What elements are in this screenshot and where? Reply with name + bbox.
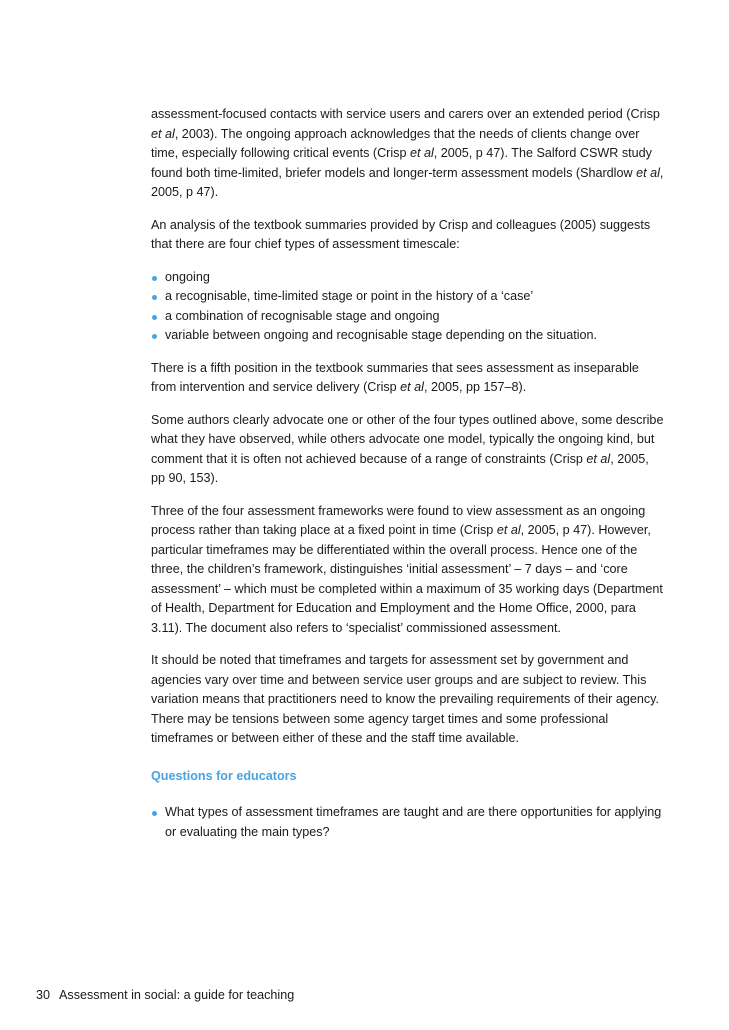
paragraph — [151, 105, 666, 203]
list-item-text: What types of assessment timeframes are taught and are there opportunities for applying or evaluating the main types? — [165, 805, 662, 839]
list-item-text: ongoing — [165, 269, 210, 284]
text-run: , 2005, pp 90, 153). — [151, 451, 649, 485]
text-run: assessment-focused contacts with service users and carers over an extended period (Crisp — [151, 107, 660, 121]
italic-run: et al — [400, 380, 424, 394]
body-text — [151, 105, 666, 855]
list-item-text: a recognisable, time-limited stage or point in the history of a ‘case’ — [165, 289, 534, 303]
italic-run: et al — [636, 165, 660, 180]
italic-run: et al — [151, 126, 175, 141]
italic-run: et al — [586, 451, 611, 466]
paragraph — [151, 651, 666, 749]
page-footer — [36, 988, 294, 1002]
italic-run: et al — [409, 146, 434, 160]
bullet-icon — [152, 315, 157, 320]
text-run: , 2005, pp 157–8). — [423, 380, 527, 394]
questions-heading: Questions for educators — [151, 768, 297, 783]
paragraph — [151, 359, 666, 398]
list-item-text: variable between ongoing and recognisable stage depending on the situation. — [165, 328, 598, 342]
bullet-icon — [152, 295, 157, 300]
bullet-icon — [152, 811, 157, 816]
bullet-icon — [152, 276, 157, 281]
list-item-text: a combination of recognisable stage and ongoing — [165, 308, 440, 323]
text-run: An analysis of the textbook summaries provided by Crisp and colleagues (2005) suggests that there are four chief types of assessment timescale: — [151, 217, 651, 251]
text-run: Some authors clearly advocate one or other of the four types outlined above, some describe what they have observed, while others advocate one model, typically the ongoing kind, but comment that it is often not achieved because of a range of constraints (Crisp — [151, 412, 664, 466]
text-run: , 2003). The ongoing approach acknowledges that the needs of clients change over time, especially following critical events (Crisp — [151, 126, 640, 160]
paragraph — [151, 411, 666, 489]
text-run: , 2005, p 47). — [151, 165, 664, 199]
timescale-list — [151, 268, 666, 346]
questions-list — [151, 803, 666, 842]
text-run: , 2005, p 47). However, particular timeframes may be differentiated within the overall process. Hence one of the three, the children’s framework, distinguishes ‘initial assessment’ – 7 days – and ‘core assessment’ – which must be completed within a maximum of 35 working days (Department of Health, Department for Education and Employment and the Home Office, 2000, para 3.11). The document also refers to ‘specialist’ commissioned assessment. — [151, 523, 663, 635]
paragraph — [151, 502, 666, 639]
list-item — [151, 326, 666, 346]
italic-run: et al — [496, 523, 521, 537]
text-run: Three of the four assessment frameworks were found to view assessment as an ongoing process rather than taking place at a fixed point in time (Crisp — [151, 503, 646, 537]
page-number: 30 — [36, 988, 51, 1002]
list-item — [151, 307, 666, 327]
text-run: It should be noted that timeframes and targets for assessment set by government and agencies vary over time and between service user groups and are subject to review. This variation means that practitioners need to know the prevailing requirements of their agency. There may be tensions between some agency target times and some professional timeframes or between either of these and the staff time available. — [151, 653, 659, 745]
list-item — [151, 287, 666, 307]
text-run: There is a fifth position in the textbook summaries that sees assessment as inseparable from intervention and service delivery (Crisp — [151, 360, 639, 394]
bullet-icon — [152, 334, 157, 339]
list-item — [151, 803, 666, 842]
footer-title: Assessment in social: a guide for teaching — [59, 988, 295, 1002]
paragraph — [151, 216, 666, 255]
list-item — [151, 268, 666, 288]
text-run: , 2005, p 47). The Salford CSWR study found both time-limited, briefer models and longer-term assessment models (Shardlow — [151, 146, 652, 180]
